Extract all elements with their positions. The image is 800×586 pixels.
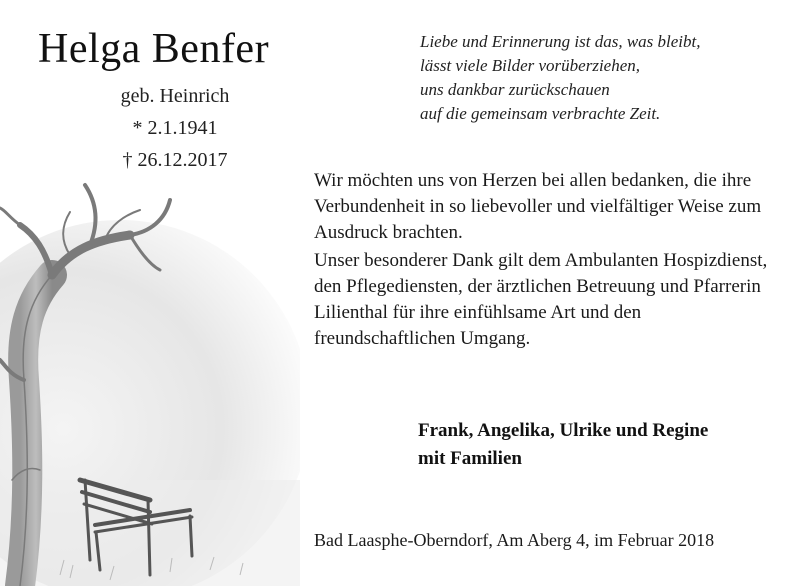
- thanks-paragraph-1: Wir möchten uns von Herzen bei allen bedanken, die ihre Verbundenheit in so liebevoller und vielfältiger Weise zum Ausdruck brachten.: [314, 170, 762, 243]
- born-name: geb. Heinrich: [120, 85, 230, 107]
- signature-line-1: Frank, Angelika, Ulrike und Regine: [418, 420, 709, 441]
- birth-date: * 2.1.1941: [132, 117, 218, 139]
- poem-line: lässt viele Bilder vorüberziehen,: [420, 56, 641, 75]
- poem-line: uns dankbar zurückschauen: [420, 80, 610, 99]
- family-signature: [418, 417, 788, 473]
- death-date: † 26.12.2017: [122, 149, 228, 171]
- poem-line: Liebe und Erinnerung ist das, was bleibt,: [420, 32, 701, 51]
- thanks-text: [314, 168, 784, 354]
- signature-line-2: mit Familien: [418, 448, 522, 469]
- place-and-date: Bad Laasphe-Oberndorf, Am Aberg 4, im Februar 2018: [314, 530, 715, 550]
- memorial-poem: [420, 30, 790, 126]
- tree-and-bench-illustration: [0, 180, 300, 586]
- thanks-paragraph-2: Unser besonderer Dank gilt dem Ambulanten Hospizdienst, den Pflegediensten, der ärztlichen Betreuung und Pfarrerin Lilienthal für ihre einfühlsame Art und den freundschaftlichen Umgang.: [314, 250, 768, 349]
- poem-line: auf die gemeinsam verbrachte Zeit.: [420, 104, 661, 123]
- deceased-name: Helga Benfer: [38, 26, 270, 72]
